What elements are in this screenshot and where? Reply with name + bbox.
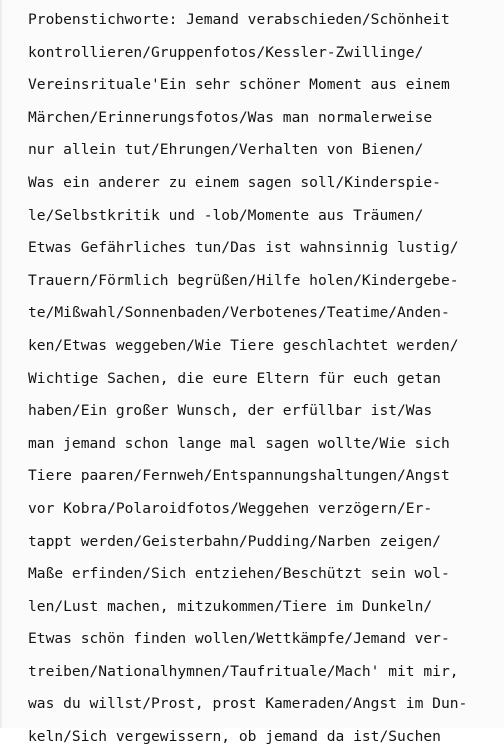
text-line: Etwas Gefährliches tun/Das ist wahnsinnig lustig/: [28, 239, 459, 257]
text-line: was du willst/Prost, prost Kameraden/Angst im Dun-: [28, 695, 468, 713]
text-line: Maße erfinden/Sich entziehen/Beschützt sein wol-: [28, 565, 450, 583]
text-line: Trauern/Förmlich begrüßen/Hilfe holen/Kindergebe-: [28, 271, 459, 289]
text-line: Wichtige Sachen, die eure Eltern für euch getan: [28, 369, 441, 387]
text-line: Probenstichworte: Jemand verabschieden/Schönheit: [28, 11, 450, 28]
text-line: Vereinsrituale'Ein sehr schöner Moment aus einem: [28, 76, 450, 94]
text-line: vor Kobra/Polaroidfotos/Weggehen verzögern/Er-: [28, 499, 433, 517]
text-line: man jemand schon lange mal sagen wollte/Wie sich: [28, 434, 450, 452]
text-line: te/Mißwahl/Sonnenbaden/Verbotenes/Teatime/Anden-: [28, 304, 450, 322]
text-line: le/Selbstkritik und -lob/Momente aus Träumen/: [28, 206, 424, 224]
text-line: Tiere paaren/Fernweh/Entspannungshaltungen/Angst: [28, 467, 450, 485]
text-line: haben/Ein großer Wunsch, der erfüllbar ist/Was: [28, 402, 433, 420]
text-line: len/Lust machen, mitzukommen/Tiere im Dunkeln/: [28, 597, 433, 615]
text-line: treiben/Nationalhymnen/Taufrituale/Mach' mit mir,: [28, 662, 459, 680]
body-text: [28, 4, 504, 754]
text-line: kontrollieren/Gruppenfotos/Kessler-Zwillinge/: [28, 43, 424, 61]
text-line: keln/Sich vergewissern, ob jemand da ist/Suchen: [28, 728, 441, 746]
text-line: tappt werden/Geisterbahn/Pudding/Narben zeigen/: [28, 532, 441, 550]
text-line: Märchen/Erinnerungsfotos/Was man normalerweise: [28, 108, 433, 126]
text-line: nur allein tut/Ehrungen/Verhalten von Bienen/: [28, 141, 424, 159]
text-line: Etwas schön finden wollen/Wettkämpfe/Jemand ver-: [28, 630, 450, 648]
page-edge-shadow: [0, 0, 3, 728]
text-line: ken/Etwas weggeben/Wie Tiere geschlachtet werden/: [28, 336, 459, 354]
text-line: Was ein anderer zu einem sagen soll/Kinderspie-: [28, 173, 441, 191]
